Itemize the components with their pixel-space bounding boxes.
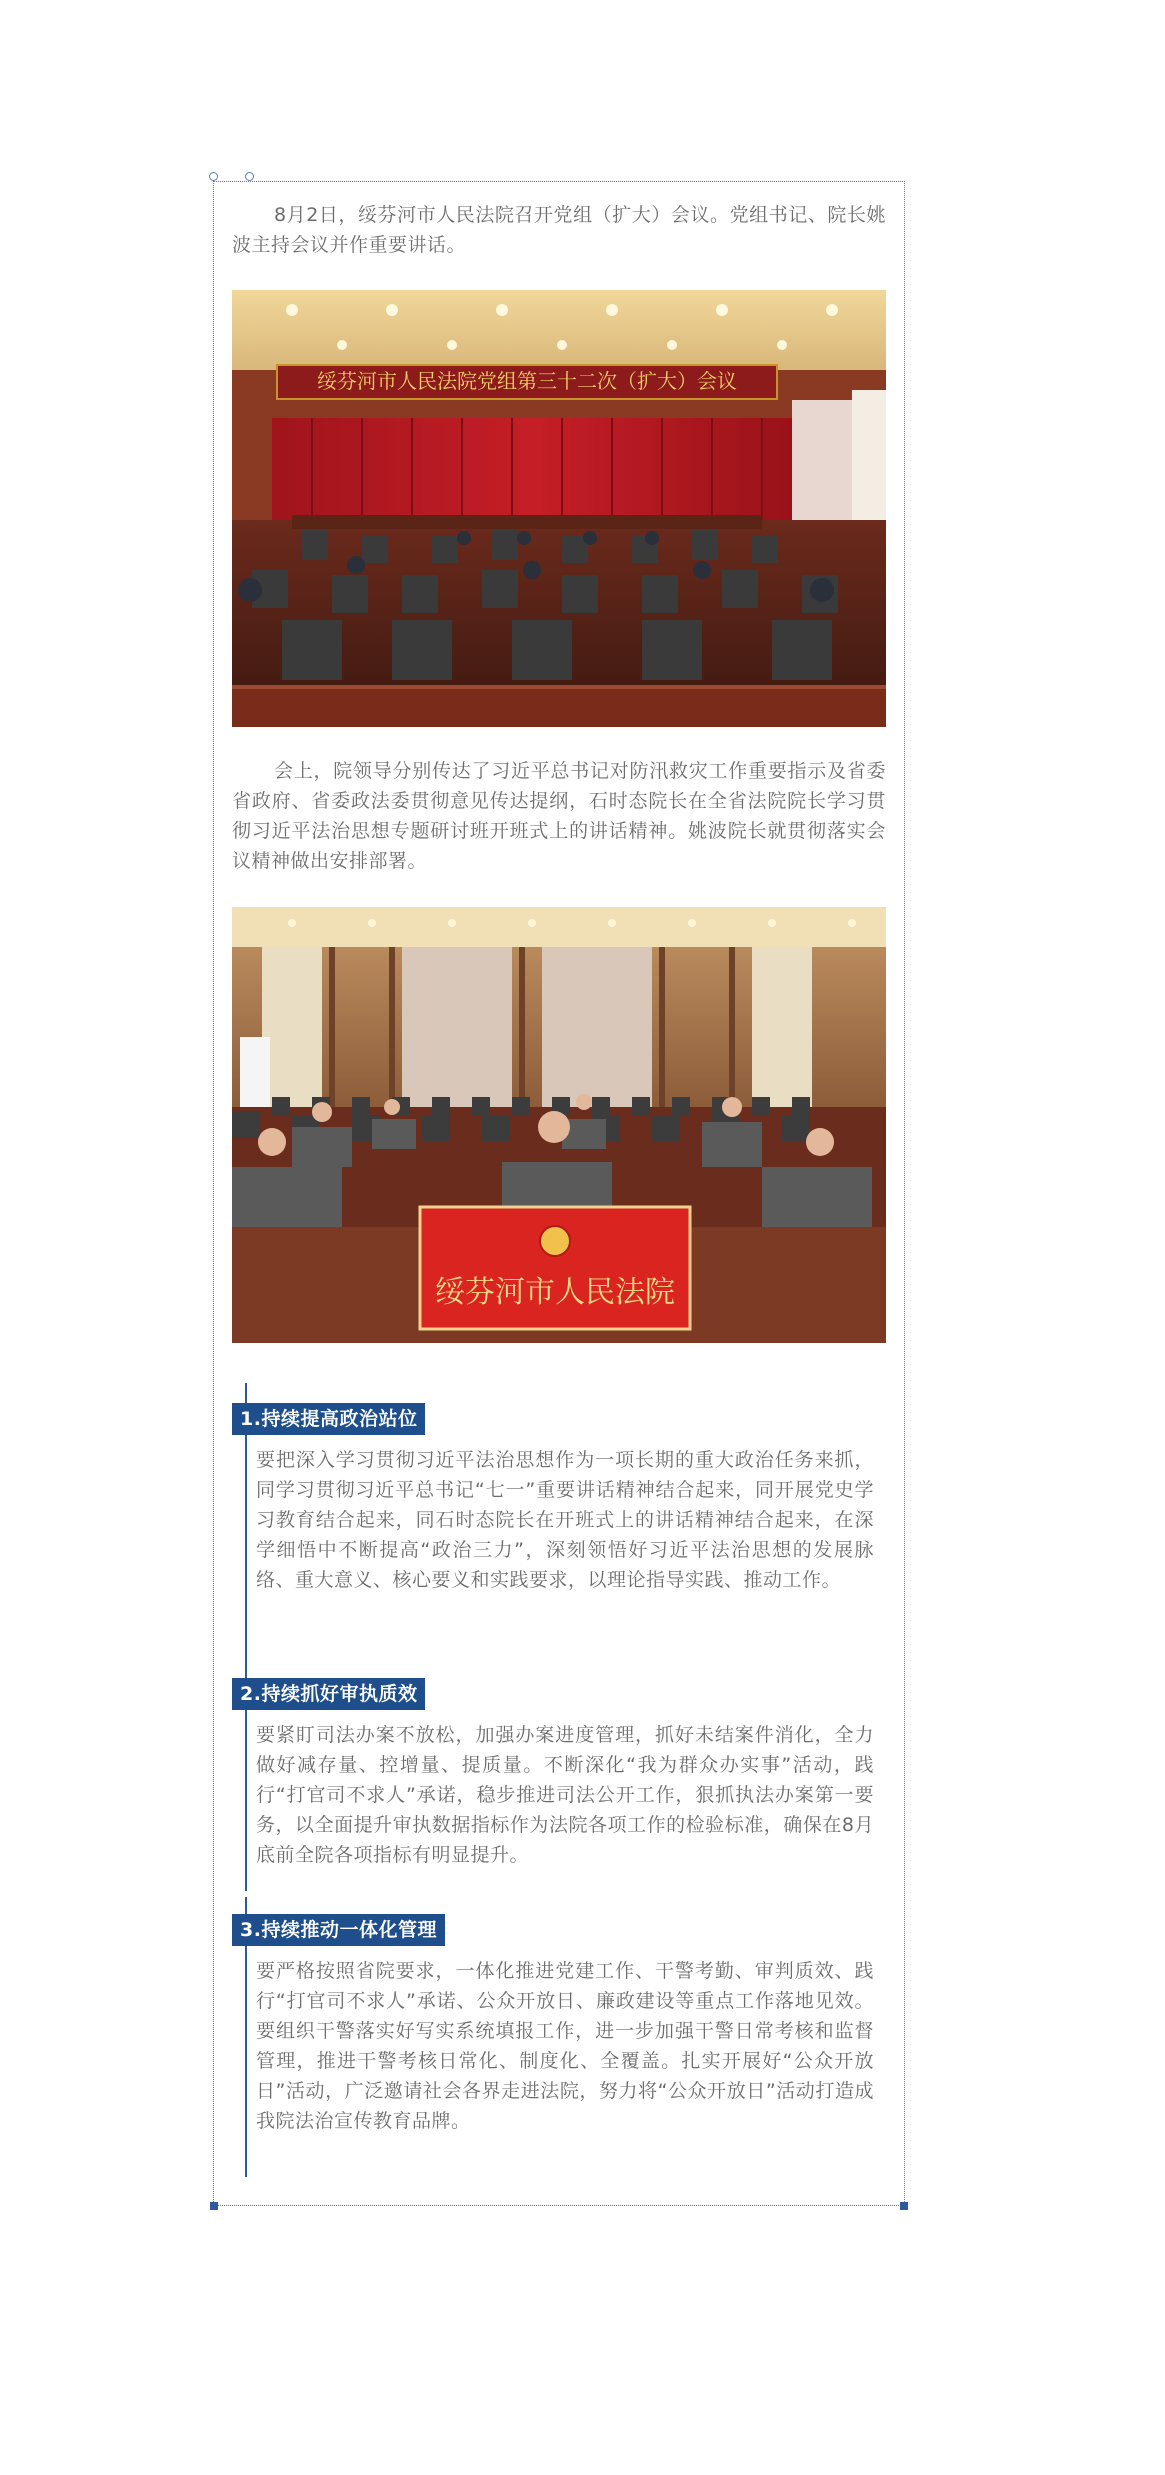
section-1-text: 要把深入学习贯彻习近平法治思想作为一项长期的重大政治任务来抓，同学习贯彻习近平总书记“七一”重要讲话精神结合起来，同开展党史学习教育结合起来，同石时态院长在开班式上的讲话精神结合起来，在深学细悟中不断提高“政治三力”，深刻领悟好习近平法治思想的发展脉络、重大意义、核心要义和实践要求，以理论指导实践、推动工作。	[256, 1449, 874, 1591]
middle-paragraph: 会上，院领导分别传达了习近平总书记对防汛救灾工作重要指示及省委省政府、省委政法委贯彻意见传达提纲，石时态院长在全省法院院长学习贯彻习近平法治思想专题研讨班开班式上的讲话精神。姚波院长就贯彻落实会议精神做出安排部署。	[232, 760, 886, 872]
section-1-heading: 1.持续提高政治站位	[232, 1403, 425, 1435]
meeting-photo-1	[232, 290, 886, 727]
section-3-heading: 3.持续推动一体化管理	[232, 1914, 445, 1946]
resize-handle-top-left[interactable]	[209, 172, 218, 181]
intro-paragraph: 8月2日，绥芬河市人民法院召开党组（扩大）会议。党组书记、院长姚波主持会议并作重要讲话。	[232, 204, 886, 256]
resize-handle-bottom-left[interactable]	[210, 2202, 218, 2210]
section-3-text: 要严格按照省院要求，一体化推进党建工作、干警考勤、审判质效、践行“打官司不求人”承诺、公众开放日、廉政建设等重点工作落地见效。要组织干警落实好写实系统填报工作，进一步加强干警日常考核和监督管理，推进干警考核日常化、制度化、全覆盖。扎实开展好“公众开放日”活动，广泛邀请社会各界走进法院，努力将“公众开放日”活动打造成我院法治宣传教育品牌。	[256, 1960, 874, 2132]
meeting-banner-text: 绥芬河市人民法院党组第三十二次（扩大）会议	[317, 369, 737, 393]
section-2-text: 要紧盯司法办案不放松，加强办案进度管理，抓好未结案件消化，全力做好减存量、控增量、提质量。不断深化“我为群众办实事”活动，践行“打官司不求人”承诺，稳步推进司法公开工作，狠抓执法办案第一要务，以全面提升审执数据指标作为法院各项工作的检验标准，确保在8月底前全院各项指标有明显提升。	[256, 1724, 874, 1866]
section-2-heading: 2.持续抓好审执质效	[232, 1678, 425, 1710]
court-nameplate-text: 绥芬河市人民法院	[435, 1275, 675, 1310]
resize-handle-bottom-right[interactable]	[900, 2202, 908, 2210]
meeting-photo-2	[232, 907, 886, 1343]
resize-handle-top[interactable]	[245, 172, 254, 181]
